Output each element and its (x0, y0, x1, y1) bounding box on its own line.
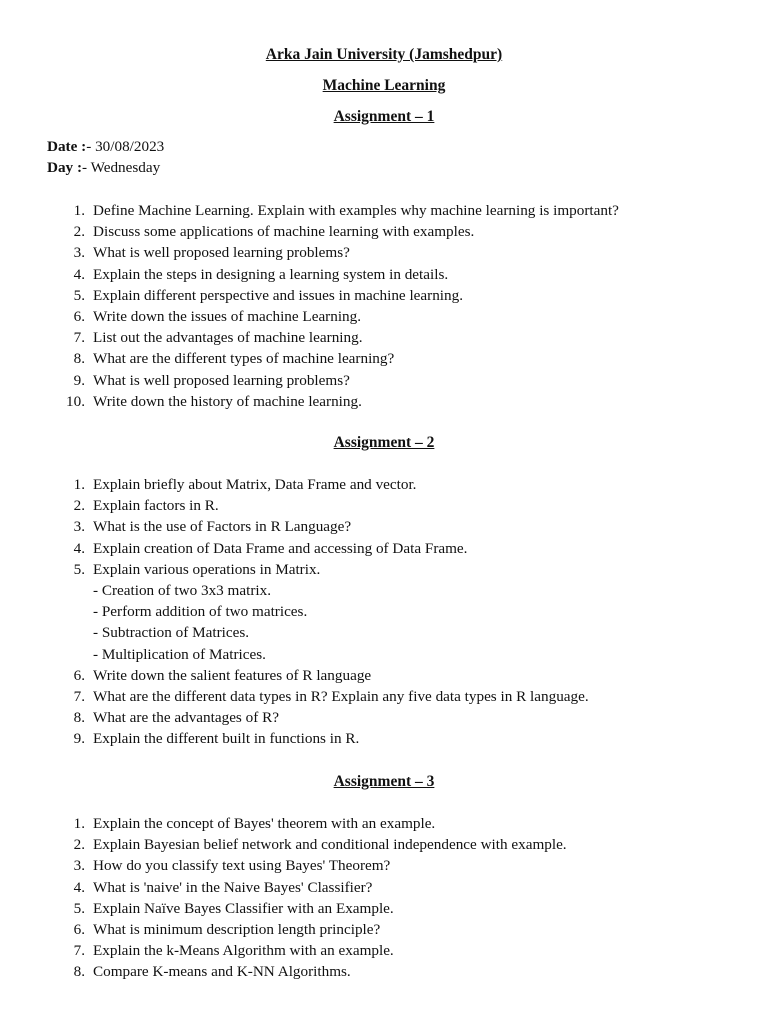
day-label: Day : (47, 159, 83, 176)
question-text: Write down the history of machine learning. (93, 392, 362, 410)
sub-item (0, 622, 589, 643)
question-item (0, 370, 619, 391)
question-item (0, 559, 589, 580)
question-text: Explain various operations in Matrix. (93, 560, 321, 578)
question-text: What are the advantages of R? (93, 709, 279, 727)
question-text: Define Machine Learning. Explain with examples why machine learning is important? (93, 202, 619, 219)
assignment-2-list (0, 474, 589, 749)
question-number: 4. (73, 265, 85, 283)
question-item (0, 728, 589, 749)
question-text: Explain factors in R. (93, 497, 219, 515)
question-item (0, 665, 589, 686)
assignment-2-title: Assignment – 2 (333, 434, 435, 451)
question-text: What are the different types of machine learning? (93, 350, 395, 368)
question-text: List out the advantages of machine learning. (93, 329, 363, 347)
subject-title: Machine Learning (322, 77, 446, 94)
question-number: 9. (73, 730, 85, 748)
question-item (0, 391, 619, 412)
day-line (47, 157, 160, 178)
question-number: 10. (66, 392, 85, 410)
question-number: 1. (73, 476, 85, 493)
question-item (0, 834, 567, 855)
date-line (47, 136, 164, 157)
question-text: Explain Bayesian belief network and conditional independence with example. (93, 836, 567, 854)
question-text: What is well proposed learning problems? (93, 244, 350, 262)
question-text: What are the different data types in R? Explain any five data types in R language. (93, 687, 589, 705)
question-text: Explain the k-Means Algorithm with an example. (93, 942, 394, 960)
assignment-3-list (0, 813, 567, 983)
question-text: What is the use of Factors in R Language? (93, 518, 352, 536)
sub-item (0, 601, 589, 622)
question-item (0, 877, 567, 898)
question-item (0, 474, 589, 495)
sub-item-text: - Creation of two 3x3 matrix. (93, 581, 271, 599)
question-number: 2. (73, 497, 85, 515)
question-text: Write down the salient features of R language (93, 666, 372, 684)
question-text: Compare K-means and K-NN Algorithms. (93, 963, 351, 981)
question-text: Explain the steps in designing a learning system in details. (93, 265, 449, 283)
question-number: 4. (73, 539, 85, 557)
question-item (0, 538, 589, 559)
question-item (0, 919, 567, 940)
question-item (0, 264, 619, 285)
sub-item-text: - Multiplication of Matrices. (93, 645, 266, 663)
question-number: 3. (73, 518, 85, 536)
assignment-3-title: Assignment – 3 (333, 773, 435, 790)
sub-item-text: - Subtraction of Matrices. (93, 624, 250, 642)
sub-item (0, 580, 589, 601)
question-number: 5. (73, 899, 85, 917)
question-text: Explain Naïve Bayes Classifier with an Example. (93, 899, 394, 917)
question-number: 1. (73, 815, 85, 832)
question-item (0, 707, 589, 728)
question-number: 1. (73, 202, 85, 219)
question-text: Explain the different built in functions in R. (93, 730, 360, 748)
question-text: Write down the issues of machine Learning. (93, 307, 362, 325)
question-item (0, 686, 589, 707)
question-item (0, 898, 567, 919)
question-item (0, 285, 619, 306)
question-number: 8. (73, 350, 85, 368)
question-item (0, 813, 567, 834)
question-number: 4. (73, 878, 85, 896)
question-number: 6. (73, 307, 85, 325)
question-number: 7. (73, 329, 85, 347)
question-number: 8. (73, 709, 85, 727)
question-text: Explain different perspective and issues in machine learning. (93, 286, 464, 304)
question-number: 8. (73, 963, 85, 981)
question-item (0, 348, 619, 369)
question-number: 7. (73, 687, 85, 705)
question-text: Explain briefly about Matrix, Data Frame and vector. (93, 476, 417, 493)
date-value: - 30/08/2023 (86, 138, 165, 155)
question-item (0, 495, 589, 516)
sub-item-text: - Perform addition of two matrices. (93, 603, 308, 621)
question-text: Explain the concept of Bayes' theorem with an example. (93, 815, 436, 832)
university-title: Arka Jain University (Jamshedpur) (265, 46, 503, 63)
question-number: 6. (73, 920, 85, 938)
assignment-1-list (0, 200, 619, 412)
date-label: Date : (47, 138, 87, 155)
question-text: What is well proposed learning problems? (93, 371, 350, 389)
question-number: 3. (73, 244, 85, 262)
question-number: 7. (73, 942, 85, 960)
question-item (0, 327, 619, 348)
question-item (0, 961, 567, 982)
question-item (0, 516, 589, 537)
sub-item (0, 644, 589, 665)
question-number: 2. (73, 836, 85, 854)
question-text: What is minimum description length principle? (93, 920, 381, 938)
question-number: 3. (73, 857, 85, 875)
question-number: 5. (73, 286, 85, 304)
question-text: Discuss some applications of machine learning with examples. (93, 223, 475, 241)
question-number: 9. (73, 371, 85, 389)
question-text: How do you classify text using Bayes' Theorem? (93, 857, 391, 875)
question-number: 2. (73, 223, 85, 241)
question-item (0, 855, 567, 876)
question-number: 6. (73, 666, 85, 684)
question-text: Explain creation of Data Frame and accessing of Data Frame. (93, 539, 468, 557)
day-value: - Wednesday (82, 159, 161, 176)
question-text: What is 'naive' in the Naive Bayes' Classifier? (93, 878, 373, 896)
question-item (0, 221, 619, 242)
question-item (0, 940, 567, 961)
question-item (0, 306, 619, 327)
question-item (0, 200, 619, 221)
assignment-1-title: Assignment – 1 (333, 108, 435, 125)
question-number: 5. (73, 560, 85, 578)
question-item (0, 242, 619, 263)
